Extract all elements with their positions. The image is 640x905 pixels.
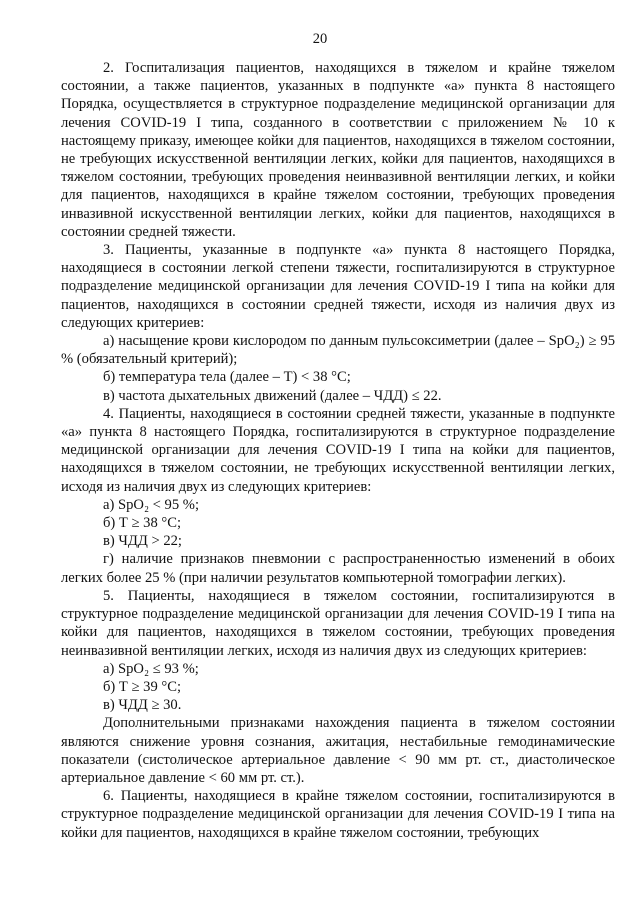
criterion-4b: б) Т ≥ 38 °С; <box>103 515 182 532</box>
paragraph-item-3: 3. Пациенты, указанные в подпункте «а» пункта 8 настоящего Порядка, находящиеся в состоянии легкой степени тяжести, госпитализируются в структурное подразделение медицинской организации для лечения COVID-19 I типа на койки для пациентов, находящихся в состоянии средней тяжести, исходя из наличия двух из следующих критериев: <box>61 242 615 331</box>
paragraph-item-5: 5. Пациенты, находящиеся в тяжелом состоянии, госпитализируются в структурное подразделение медицинской организации для лечения COVID-19 I типа на койки для пациентов, находящихся в тяжелом состоянии, требующих проведения неинвазивной вентиляции легких, исходя из наличия двух из следующих критериев: <box>61 587 615 659</box>
paragraph-item-2: 2. Госпитализация пациентов, находящихся в тяжелом и крайне тяжелом состоянии, а также пациентов, указанных в подпункте «а» пункта 8 настоящего Порядка, осуществляется в структурное подразделение медицинской организации для лечения COVID-19 I типа, созданного в соответствии с приложением № 10 к настоящему приказу, имеющее койки для пациентов, находящихся в тяжелом состоянии, не требующих искусственной вентиляции легких, койки для пациентов, находящихся в тяжелом состоянии, требующих проведения неинвазивной вентиляции легких, и койки для пациентов, находящихся в крайне тяжелом состоянии, требующих проведения инвазивной искусственной вентиляции легких, койки для пациентов, находящихся в состоянии средней тяжести. <box>61 60 615 240</box>
criterion-4a: а) SpO₂ < 95 %; <box>103 496 200 513</box>
criterion-5b: б) Т ≥ 39 °С; <box>103 678 182 695</box>
paragraph-item-4: 4. Пациенты, находящиеся в состоянии средней тяжести, указанные в подпункте «а» пункта 8 настоящего Порядка, госпитализируются в структурное подразделение медицинской организации для лечения COVID-19 I типа на койки для пациентов, находящихся в тяжелом состоянии, не требующих искусственной вентиляции легких, исходя из наличия двух из следующих критериев: <box>61 405 615 495</box>
document-body <box>61 59 615 842</box>
page-number: 20 <box>312 31 328 47</box>
additional-signs-paragraph: Дополнительными признаками нахождения пациента в тяжелом состоянии являются снижение уровня сознания, ажитация, нестабильные гемодинамические показатели (систолическое артериальное давление < 90 мм рт. ст., диастолическое артериальное давление < 60 мм рт. ст.). <box>61 715 615 786</box>
criterion-5c: в) ЧДД ≥ 30. <box>103 697 182 714</box>
criterion-3a: а) насыщение крови кислородом по данным пульсоксиметрии (далее – SpO₂) ≥ 95 % (обязательный критерий); <box>61 333 615 368</box>
criterion-3b: б) температура тела (далее – Т) < 38 °С; <box>103 369 351 386</box>
criterion-3c: в) частота дыхательных движений (далее – ЧДД) ≤ 22. <box>103 387 442 404</box>
paragraph-item-6: 6. Пациенты, находящиеся в крайне тяжелом состоянии, госпитализируются в структурное подразделение медицинской организации для лечения COVID-19 I типа на койки для пациентов, находящихся в крайне тяжелом состоянии, требующих <box>61 788 615 841</box>
criterion-4d: г) наличие признаков пневмонии с распространенностью изменений в обоих легких более 25 % (при наличии результатов компьютерной томографии легких). <box>61 551 615 586</box>
criterion-4c: в) ЧДД > 22; <box>103 533 182 550</box>
criterion-5a: а) SpO₂ ≤ 93 %; <box>103 660 199 677</box>
